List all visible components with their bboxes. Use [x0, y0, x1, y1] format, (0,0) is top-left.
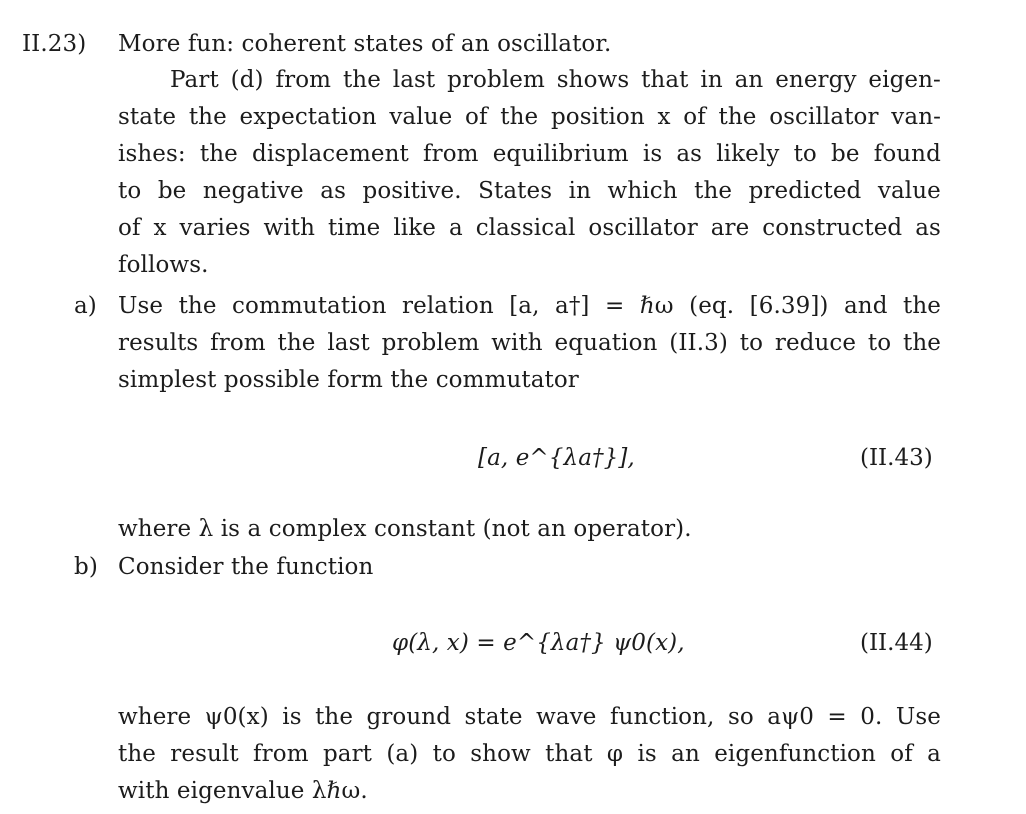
- equation-ii43-number: (II.43): [860, 445, 933, 471]
- intro-line-3: ishes: the displacement from equilibrium is as likely to be found: [118, 141, 941, 167]
- equation-ii44-number: (II.44): [860, 630, 933, 656]
- problem-number-text: II.23): [22, 31, 87, 57]
- intro-line-4: to be negative as positive. States in which the predicted value: [118, 178, 941, 204]
- intro-line-6: follows.: [118, 252, 209, 278]
- problem-number: [22, 28, 86, 60]
- part-a-after: where λ is a complex constant (not an operator).: [118, 516, 692, 542]
- equation-ii43: [a, e^{λa†}],: [478, 445, 635, 471]
- intro-line-5: of x varies with time like a classical oscillator are constructed as: [118, 215, 941, 241]
- part-b-after-line-1: where ψ0(x) is the ground state wave function, so aψ0 = 0. Use: [118, 704, 941, 730]
- part-a-line-3: simplest possible form the commutator: [118, 367, 579, 393]
- problem-title: More fun: coherent states of an oscillator.: [118, 31, 612, 57]
- intro-line-1: Part (d) from the last problem shows that in an energy eigen-: [170, 67, 941, 93]
- part-b-after-line-2: the result from part (a) to show that φ is an eigenfunction of a: [118, 741, 941, 767]
- part-a-label: a): [74, 293, 97, 319]
- part-b-line: Consider the function: [118, 554, 374, 580]
- part-b-after-line-3: with eigenvalue λℏω.: [118, 778, 368, 804]
- intro-line-2: state the expectation value of the position x of the oscillator van-: [118, 104, 941, 130]
- part-b-label: b): [74, 554, 98, 580]
- equation-ii44: φ(λ, x) = e^{λa†} ψ0(x),: [392, 630, 685, 656]
- part-a-line-2: results from the last problem with equation (II.3) to reduce to the: [118, 330, 941, 356]
- part-a-line-1: Use the commutation relation [a, a†] = ℏω (eq. [6.39]) and the: [118, 293, 941, 319]
